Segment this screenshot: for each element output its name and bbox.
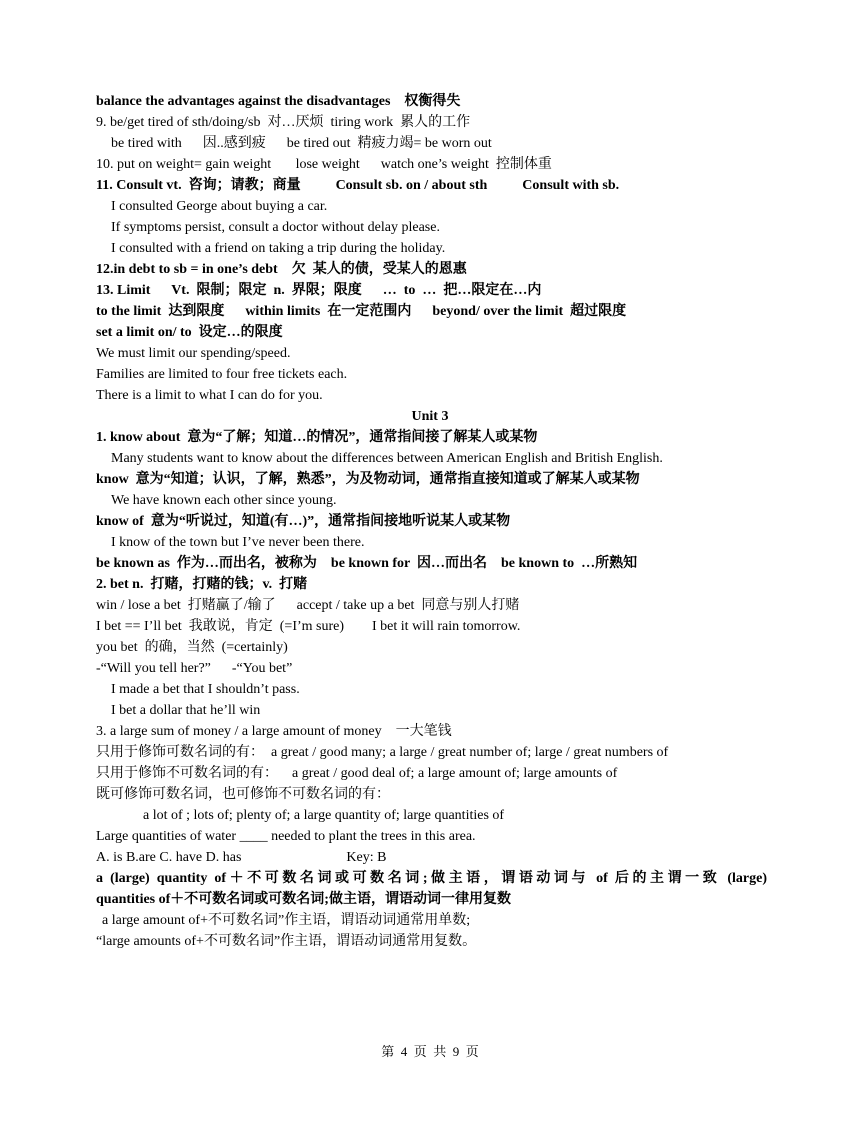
example-sentence: I bet a dollar that he’ll win: [111, 703, 261, 718]
text-line: you bet 的确，当然 (=certainly): [96, 640, 288, 655]
exercise-question: Large quantities of water ____ needed to plant the trees in this area.: [96, 829, 476, 844]
text-line: 只用于修饰可数名词的有： a great / good many; a large / great number of; large / great numbers of: [96, 745, 669, 760]
example-sentence: Many students want to know about the differences between American English and British English.: [111, 451, 663, 466]
section-heading: 11. Consult vt. 咨询；请教；商量 Consult sb. on / about sth Consult with sb.: [96, 178, 620, 193]
example-sentence: We have known each other since young.: [111, 493, 337, 508]
text-line: “large amounts of+不可数名词”作主语，谓语动词通常用复数。: [96, 934, 477, 949]
page-footer: 第 4 页 共 9 页: [381, 1044, 479, 1059]
text-line: win / lose a bet 打赌赢了/输了 accept / take up a bet 同意与别人打赌: [96, 598, 520, 613]
text-line: 只用于修饰不可数名词的有： a great / good deal of; a large amount of; large amounts of: [96, 766, 618, 781]
text-line: set a limit on/ to 设定…的限度: [96, 325, 283, 340]
text-line: -“Will you tell her?” -“You bet”: [96, 661, 293, 676]
example-sentence: There is a limit to what I can do for you.: [96, 388, 323, 403]
section-heading: 12.in debt to sb = in one’s debt 欠 某人的债，受某人的恩惠: [96, 262, 467, 277]
example-sentence: I consulted with a friend on taking a trip during the holiday.: [111, 241, 446, 256]
text-line: balance the advantages against the disadvantages 权衡得失: [96, 94, 461, 109]
example-sentence: We must limit our spending/speed.: [96, 346, 291, 361]
text-line: know of 意为“听说过，知道(有…)”，通常指间接地听说某人或某物: [96, 514, 511, 529]
text-line: to the limit 达到限度 within limits 在一定范围内 beyond/ over the limit 超过限度: [96, 304, 627, 319]
example-sentence: I know of the town but I’ve never been there.: [111, 535, 365, 550]
section-heading: 2. bet n. 打赌，打赌的钱；v. 打赌: [96, 577, 308, 592]
example-sentence: Families are limited to four free tickets each.: [96, 367, 348, 382]
text-line: I bet == I’ll bet 我敢说，肯定 (=I’m sure) I bet it will rain tomorrow.: [96, 619, 521, 634]
text-line: a large amount of+不可数名词”作主语，谓语动词通常用单数;: [102, 913, 471, 928]
section-heading: 3. a large sum of money / a large amount of money 一大笔钱: [96, 724, 452, 739]
section-heading: 1. know about 意为“了解；知道…的情况”，通常指间接了解某人或某物: [96, 430, 538, 445]
exercise-options: A. is B.are C. have D. has Key: B: [96, 850, 387, 865]
example-sentence: I consulted George about buying a car.: [111, 199, 328, 214]
text-line: be known as 作为…而出名，被称为 be known for 因…而出名 be known to …所熟知: [96, 556, 638, 571]
text-line: know 意为“知道；认识，了解，熟悉”，为及物动词，通常指直接知道或了解某人或某物: [96, 472, 640, 487]
grammar-rule: a (large) quantity of＋不可数名词或可数名词;做主语，谓语动词与 of 后的主谓一致 (large): [96, 871, 767, 886]
text-line: 既可修饰可数名词，也可修饰不可数名词的有：: [96, 787, 390, 802]
text-line: 9. be/get tired of sth/doing/sb 对…厌烦 tiring work 累人的工作: [96, 115, 471, 130]
example-sentence: I made a bet that I shouldn’t pass.: [111, 682, 300, 697]
section-heading: 13. Limit Vt. 限制；限定 n. 界限；限度 … to … 把…限定在…内: [96, 283, 542, 298]
grammar-rule: quantities of＋不可数名词或可数名词;做主语，谓语动词一律用复数: [96, 892, 511, 907]
example-sentence: If symptoms persist, consult a doctor without delay please.: [111, 220, 440, 235]
text-line: be tired with 因..感到疲 be tired out 精疲力竭= be worn out: [111, 136, 492, 151]
unit-title: Unit 3: [411, 409, 449, 424]
text-line: a lot of ; lots of; plenty of; a large quantity of; large quantities of: [143, 808, 505, 823]
text-line: 10. put on weight= gain weight lose weight watch one’s weight 控制体重: [96, 157, 552, 172]
